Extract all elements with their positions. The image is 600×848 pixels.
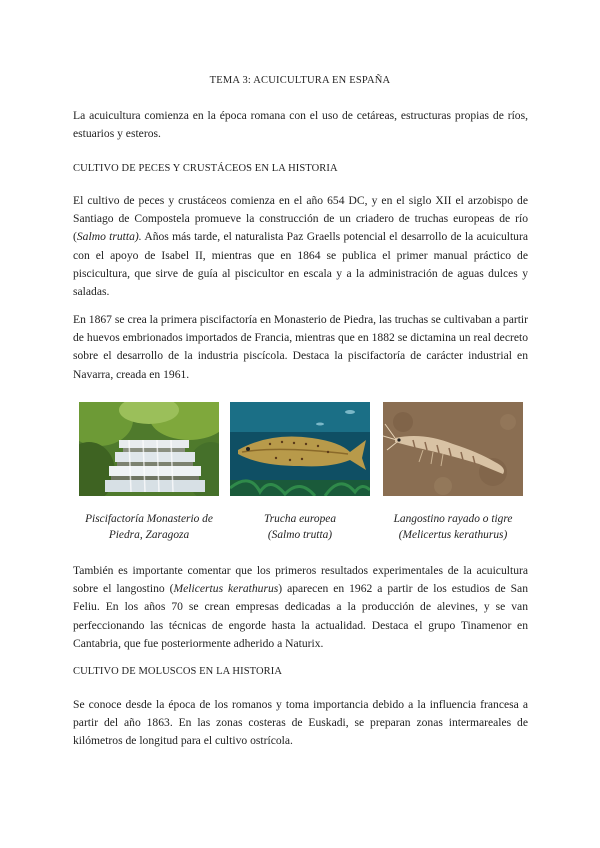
caption-trout-line2: (Salmo trutta) <box>267 529 333 541</box>
caption-trout <box>215 511 385 543</box>
caption-fish-farm <box>64 511 234 543</box>
shrimp-paragraph <box>73 562 528 653</box>
section-heading-molluscs: CULTIVO DE MOLUSCOS EN LA HISTORIA <box>73 666 283 677</box>
species-name-trout: Salmo trutta). <box>76 230 142 244</box>
section-heading-fish: CULTIVO DE PECES Y CRUSTÁCEOS EN LA HISTORIA <box>73 163 338 174</box>
shrimp-text-2: ) aparecen en 1962 a partir de los estudios de San Feliu. En los años 70 se crean empresas dedicadas a la producción de alevines, y se van perfeccionando las técnicas de engorde hasta la actualidad. Destaca el grupo Tinamenor en Cantabria, que fue posteriormente adherido a Naturix. <box>73 582 528 650</box>
history-text-2: Años más tarde, el naturalista Paz Graells potencial el desarrollo de la acuicultura con el apoyo de Isabel II, mientras que en 1864 se publica el primer manual práctico de piscicultura, que sirve de guía al piscicultor en escala y a la administración de aguas dulces y saladas. <box>73 230 528 299</box>
caption-shrimp <box>368 511 538 543</box>
history-paragraph <box>73 192 528 301</box>
caption-fish-farm-line2: Piedra, Zaragoza <box>108 529 190 541</box>
waterfall-photo <box>79 402 219 496</box>
intro-paragraph: La acuicultura comienza en la época romana con el uso de cetáreas, estructuras propias de ríos, estuarios y esteros. <box>73 109 528 141</box>
species-name-shrimp: Melicertus kerathurus <box>173 582 279 596</box>
caption-trout-line1: Trucha europea <box>263 513 337 525</box>
trout-photo <box>230 402 370 496</box>
caption-shrimp-line2: (Melicertus kerathurus) <box>398 529 508 541</box>
fish-farm-paragraph: En 1867 se crea la primera piscifactoría en Monasterio de Piedra, las truchas se cultivaban a partir de huevos embrionados importados de Francia, mientras que en 1882 se dictamina un real decreto sobre el desarrollo de la industria piscícola. Destaca la piscifactoría de carácter industrial en Navarra, creada en 1961. <box>73 313 528 381</box>
shrimp-photo <box>383 402 523 496</box>
molluscs-paragraph: Se conoce desde la época de los romanos y toma importancia debido a la influencia francesa a partir del año 1863. En las zonas costeras de Euskadi, se preparan zonas intermareales de kilómetros de longitud para el cultivo ostrícola. <box>73 698 528 748</box>
caption-shrimp-line1: Langostino rayado o tigre <box>393 513 513 525</box>
history-text-1: El cultivo de peces y crustáceos comienza en el año 654 DC, y en el siglo XII el arzobispo de Santiago de Compostela promueve la construcción de un criadero de truchas europeas de río ( <box>73 194 528 244</box>
caption-fish-farm-line1: Piscifactoría Monasterio de <box>85 513 213 525</box>
page-title: TEMA 3: ACUICULTURA EN ESPAÑA <box>209 75 391 86</box>
shrimp-text-1: También es importante comentar que los primeros resultados experimentales de la acuicultura sobre el langostino ( <box>73 564 528 596</box>
